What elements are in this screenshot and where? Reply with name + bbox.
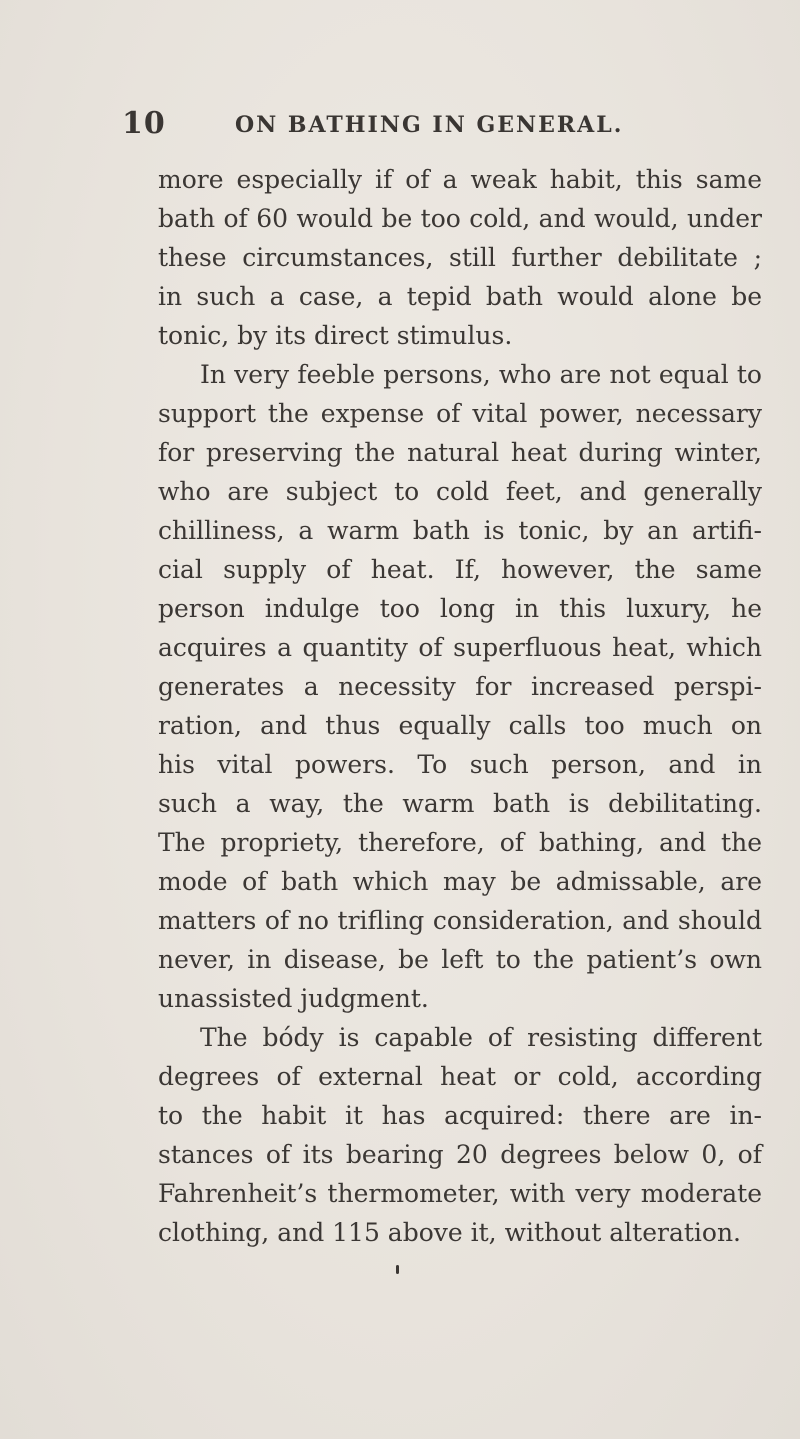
text-line: more especially if of a weak habit, this same [158, 165, 762, 194]
text-line: for preserving the natural heat during winter, [158, 438, 762, 467]
paragraph-start-line: In very feeble persons, who are not equal to [200, 360, 762, 389]
text-line: clothing, and 115 above it, without alteration. [158, 1218, 741, 1247]
text-line: support the expense of vital power, necessary [158, 399, 762, 428]
text-line: his vital powers. To such person, and in [158, 750, 762, 779]
text-line: mode of bath which may be admissable, are [158, 867, 762, 896]
page-number: 10 [122, 106, 166, 141]
text-line: to the habit it has acquired: there are in- [158, 1101, 762, 1130]
ink-speck [396, 1265, 399, 1274]
text-line: unassisted judgment. [158, 984, 429, 1013]
text-line: such a way, the warm bath is debilitating. [158, 789, 762, 818]
text-line: bath of 60 would be too cold, and would, under [158, 204, 762, 233]
text-line: generates a necessity for increased perspi- [158, 672, 762, 701]
text-line: degrees of external heat or cold, according [158, 1062, 762, 1091]
running-title: ON BATHING IN GENERAL. [235, 112, 624, 138]
text-line: The propriety, therefore, of bathing, and the [158, 828, 762, 857]
text-line: acquires a quantity of superfluous heat, which [158, 633, 762, 662]
paragraph-start-line: The bódy is capable of resisting different [200, 1023, 762, 1052]
text-line: cial supply of heat. If, however, the same [158, 555, 762, 584]
text-line: never, in disease, be left to the patient’s own [158, 945, 762, 974]
text-line: person indulge too long in this luxury, he [158, 594, 762, 623]
text-line: stances of its bearing 20 degrees below 0, of [158, 1140, 762, 1169]
text-line: Fahrenheit’s thermometer, with very moderate [158, 1179, 762, 1208]
text-line: tonic, by its direct stimulus. [158, 321, 513, 350]
text-line: these circumstances, still further debilitate ; [158, 243, 762, 272]
text-line: matters of no trifling consideration, and should [158, 906, 762, 935]
text-line: in such a case, a tepid bath would alone be [158, 282, 762, 311]
text-line: who are subject to cold feet, and generally [158, 477, 762, 506]
text-line: chilliness, a warm bath is tonic, by an artifi- [158, 516, 762, 545]
text-line: ration, and thus equally calls too much on [158, 711, 762, 740]
